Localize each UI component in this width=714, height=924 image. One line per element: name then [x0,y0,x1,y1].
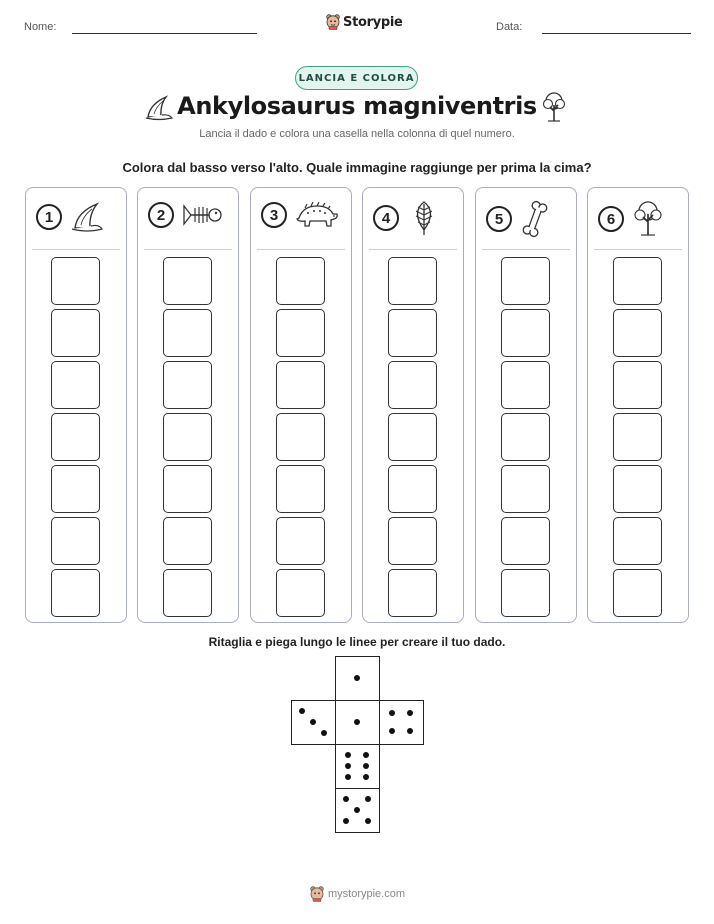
date-label: Data: [496,21,523,33]
die-face-one [335,656,380,701]
column-2 [137,187,239,623]
color-cell[interactable] [51,569,100,617]
color-cell[interactable] [51,517,100,565]
column-number: 1 [36,204,62,230]
coloring-instruction: Colora dal basso verso l'alto. Quale immagine raggiunge per prima la cima? [122,160,592,175]
tree-icon [540,91,568,123]
color-cell[interactable] [163,517,212,565]
color-cell[interactable] [51,465,100,513]
activity-badge: LANCIA E COLORA [295,66,418,90]
pip [354,807,360,813]
pip [389,710,395,716]
color-cell[interactable] [613,569,662,617]
fern-leaf-icon [407,200,441,236]
column-3 [250,187,352,623]
color-cell[interactable] [276,257,325,305]
column-number: 3 [261,202,287,228]
color-cell[interactable] [51,257,100,305]
page-title: Ankylosaurus magniventris [177,92,537,120]
pip [407,710,413,716]
pip [345,774,351,780]
color-cell[interactable] [51,361,100,409]
column-5 [475,187,577,623]
color-cell[interactable] [501,517,550,565]
pip [389,728,395,734]
name-label: Nome: [24,21,57,33]
die-face-three [291,700,336,745]
color-cell[interactable] [276,517,325,565]
die-face-six [335,744,380,789]
color-cell[interactable] [501,309,550,357]
storypie-mascot-icon [310,886,324,902]
color-cell[interactable] [276,309,325,357]
brand-name: Storypie [343,14,403,30]
color-cell[interactable] [388,413,437,461]
column-number: 5 [486,206,512,232]
date-line [542,33,691,34]
color-cell[interactable] [163,257,212,305]
color-cell[interactable] [51,413,100,461]
column-number: 2 [148,202,174,228]
color-cell[interactable] [388,361,437,409]
pip [343,818,349,824]
color-cell[interactable] [501,361,550,409]
column-divider [144,249,232,250]
color-cell[interactable] [613,309,662,357]
pip [363,763,369,769]
tree-icon [632,200,664,238]
column-divider [32,249,120,250]
pip [321,730,327,736]
fish-skeleton-icon [182,200,222,230]
color-cell[interactable] [613,361,662,409]
color-cell[interactable] [613,465,662,513]
column-number: 4 [373,205,399,231]
pip [345,752,351,758]
color-cell[interactable] [501,257,550,305]
bone-icon [520,200,550,238]
color-cell[interactable] [163,569,212,617]
footer-url: mystorypie.com [328,888,406,900]
color-cell[interactable] [163,465,212,513]
name-line [72,33,257,34]
die-face-five [335,788,380,833]
pip [363,752,369,758]
die-face-one [335,700,380,745]
page-subtitle: Lancia il dado e colora una casella nella colonna di quel numero. [199,128,515,140]
color-cell[interactable] [51,309,100,357]
column-4 [362,187,464,623]
plate-icon [70,200,104,234]
color-cell[interactable] [613,413,662,461]
column-divider [369,249,457,250]
color-cell[interactable] [501,465,550,513]
color-cell[interactable] [388,517,437,565]
color-cell[interactable] [276,361,325,409]
pip [343,796,349,802]
color-cell[interactable] [501,413,550,461]
pip [299,708,305,714]
cut-instruction: Ritaglia e piega lungo le linee per creare il tuo dado. [208,635,506,649]
footer [310,886,405,902]
color-cell[interactable] [388,569,437,617]
pip [365,796,371,802]
color-cell[interactable] [501,569,550,617]
column-divider [482,249,570,250]
color-cell[interactable] [163,413,212,461]
pip [354,719,360,725]
color-cell[interactable] [613,517,662,565]
color-cell[interactable] [276,413,325,461]
pip [407,728,413,734]
storypie-mascot-icon [326,14,340,30]
column-number: 6 [598,206,624,232]
column-6 [587,187,689,623]
pip [354,675,360,681]
color-cell[interactable] [388,465,437,513]
color-cell[interactable] [388,257,437,305]
color-cell[interactable] [276,569,325,617]
color-cell[interactable] [163,309,212,357]
column-divider [257,249,345,250]
pip [310,719,316,725]
color-cell[interactable] [388,309,437,357]
ankylosaurus-icon [295,200,339,230]
die-face-four [379,700,424,745]
pip [345,763,351,769]
brand-logo [326,14,403,30]
column-divider [594,249,682,250]
color-cell[interactable] [276,465,325,513]
pip [363,774,369,780]
column-1 [25,187,127,623]
color-cell[interactable] [613,257,662,305]
color-cell[interactable] [163,361,212,409]
pip [365,818,371,824]
